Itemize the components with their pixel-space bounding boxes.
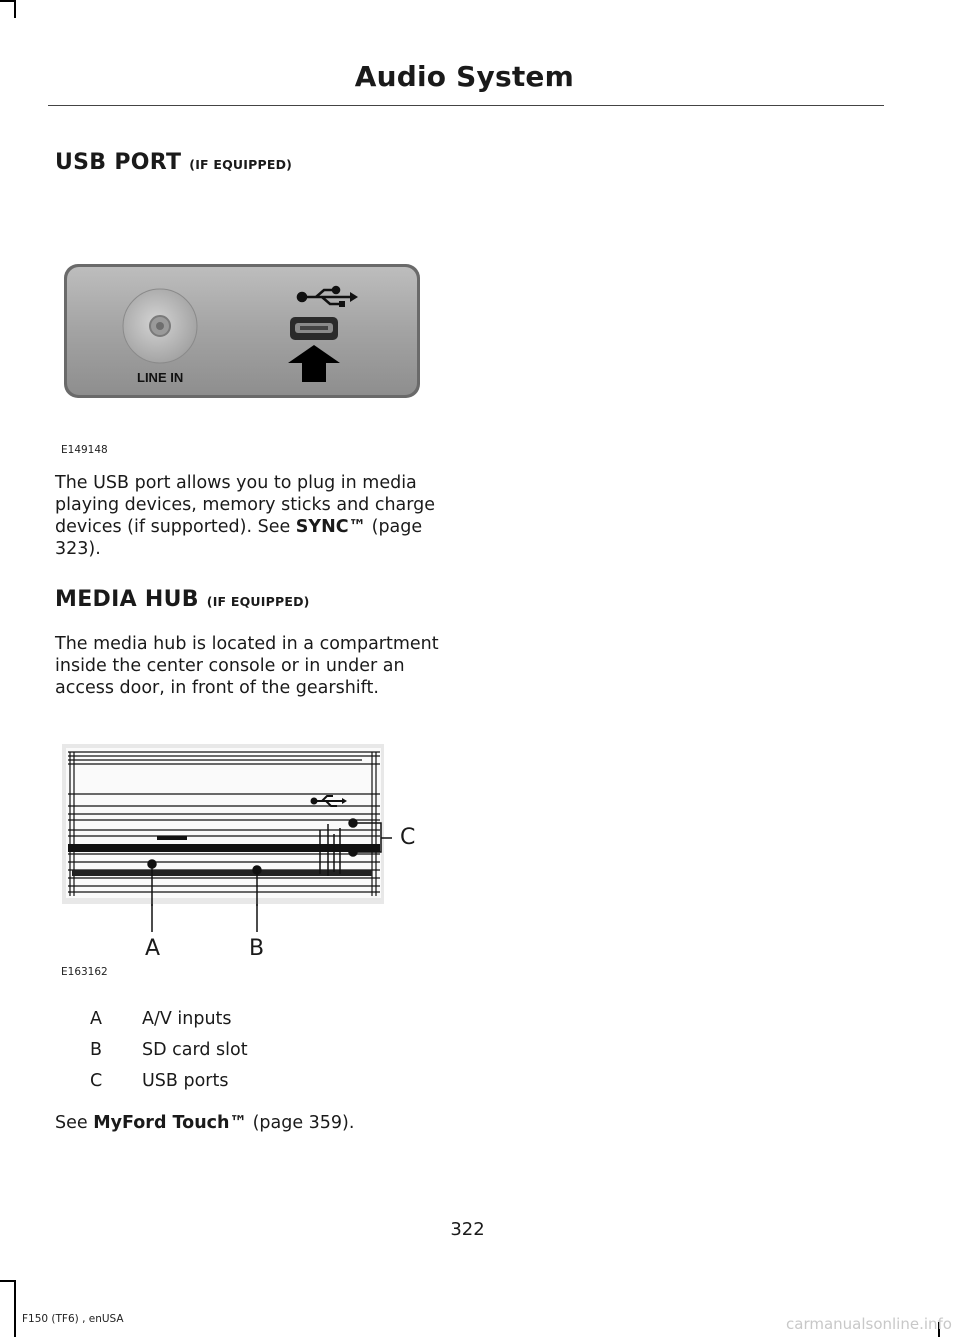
see-also-text: See bbox=[55, 1113, 94, 1133]
usb-port-heading-text: USB PORT bbox=[55, 150, 182, 175]
usb-port-slot-icon bbox=[290, 317, 338, 340]
usb-port-heading-suffix: (IF EQUIPPED) bbox=[189, 157, 293, 172]
sync-link[interactable]: SYNC™ bbox=[295, 517, 367, 537]
legend-value: SD card slot bbox=[142, 1040, 248, 1060]
page-number: 322 bbox=[450, 1219, 485, 1240]
callout-a: A bbox=[145, 936, 161, 961]
legend-key: C bbox=[90, 1071, 103, 1091]
watermark: carmanualsonline.info bbox=[786, 1315, 952, 1333]
media-hub-heading bbox=[55, 587, 310, 612]
legend-value: USB ports bbox=[142, 1071, 229, 1091]
myford-touch-link[interactable]: MyFord Touch™ bbox=[93, 1113, 247, 1133]
header-rule bbox=[48, 105, 884, 106]
usb-port-paragraph-text: The USB port allows you to plug in media playing devices, memory sticks and charge devices (if supported). See bbox=[55, 473, 436, 537]
usb-port-paragraph bbox=[55, 472, 450, 560]
legend-value: A/V inputs bbox=[142, 1009, 232, 1029]
legend-key: A bbox=[90, 1009, 102, 1029]
callout-c: C bbox=[400, 825, 416, 850]
see-also-paragraph bbox=[55, 1112, 555, 1134]
page-header-title: Audio System bbox=[354, 60, 574, 93]
crop-mark bbox=[0, 1280, 14, 1282]
media-hub-figure bbox=[62, 744, 392, 906]
usb-port-paragraph-page: (page 323). bbox=[55, 517, 423, 559]
figure-code: E163162 bbox=[61, 966, 108, 978]
media-hub-heading-suffix: (IF EQUIPPED) bbox=[206, 594, 310, 609]
line-in-label: LINE IN bbox=[137, 370, 184, 385]
footer-text: F150 (TF6) , enUSA bbox=[22, 1313, 124, 1325]
crop-mark bbox=[0, 0, 14, 2]
usb-port-heading bbox=[55, 150, 292, 175]
media-hub-paragraph: The media hub is located in a compartment inside the center console or in under an access door, in front of the gearshift. bbox=[55, 634, 439, 698]
figure-code: E149148 bbox=[61, 444, 108, 456]
callout-b: B bbox=[249, 936, 265, 961]
media-hub-heading-text: MEDIA HUB bbox=[55, 587, 199, 612]
crop-mark bbox=[14, 1280, 16, 1337]
usb-port-figure bbox=[62, 262, 422, 400]
see-also-page: (page 359). bbox=[247, 1113, 355, 1133]
crop-mark bbox=[14, 0, 16, 18]
legend-key: B bbox=[90, 1040, 103, 1060]
line-in-jack-icon bbox=[123, 289, 197, 363]
